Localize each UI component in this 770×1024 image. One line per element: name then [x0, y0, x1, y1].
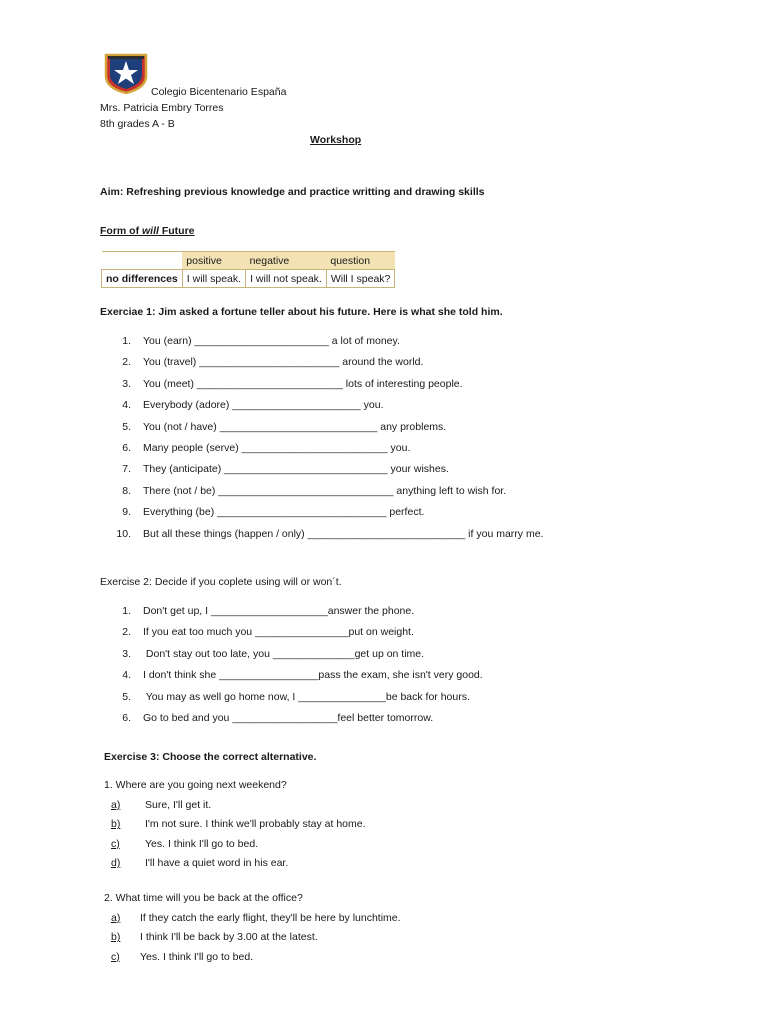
table-cell-positive: I will speak. — [182, 270, 245, 288]
teacher-name: Mrs. Patricia Embry Torres — [100, 102, 224, 114]
list-item: You (not / have) ___________________________ any problems. — [143, 420, 447, 433]
list-item-number: 3. — [122, 377, 131, 390]
option-letter: b) — [111, 818, 121, 831]
school-name: Colegio Bicentenario España — [151, 86, 287, 98]
table-header-negative: negative — [246, 252, 327, 270]
list-item: Don't stay out too late, you ______________get up on time. — [143, 647, 425, 660]
question-text: 1. Where are you going next weekend? — [104, 779, 287, 791]
option-letter: a) — [111, 912, 121, 924]
list-item: Don't get up, I ____________________answer the phone. — [143, 605, 415, 617]
option-letter: b) — [111, 931, 121, 944]
list-item-number: 6. — [122, 712, 131, 724]
list-item: If you eat too much you ________________put on weight. — [143, 626, 414, 639]
option-letter: c) — [111, 837, 120, 850]
exercise1-title: Exerciae 1: Jim asked a fortune teller about his future. Here is what she told him. — [100, 306, 503, 318]
table-header-positive: positive — [182, 252, 245, 270]
option-text: I think I'll be back by 3.00 at the latest. — [140, 931, 318, 944]
list-item: You (meet) _________________________ lots of interesting people. — [143, 377, 463, 390]
list-item-number: 1. — [122, 335, 131, 347]
table-header-blank — [102, 252, 183, 270]
form-heading-suffix: Future — [158, 225, 195, 237]
list-item: You may as well go home now, I _______________be back for hours. — [143, 690, 470, 703]
list-item: Everybody (adore) ______________________ you. — [143, 399, 384, 412]
list-item-number: 9. — [122, 506, 131, 519]
form-heading-prefix: Form of — [100, 225, 142, 237]
list-item: Many people (serve) _________________________ you. — [143, 442, 411, 454]
list-item-number: 7. — [122, 463, 131, 476]
school-crest-logo — [103, 52, 149, 94]
list-item: Everything (be) _____________________________ perfect. — [143, 506, 425, 519]
exercise3-title: Exercise 3: Choose the correct alternative. — [104, 751, 317, 763]
list-item-number: 10. — [116, 527, 131, 540]
list-item: I don't think she _________________pass the exam, she isn't very good. — [143, 669, 483, 682]
grade-level: 8th grades A - B — [100, 118, 175, 130]
list-item: You (earn) _______________________ a lot of money. — [143, 335, 400, 347]
list-item: You (travel) ________________________ around the world. — [143, 356, 424, 369]
list-item: They (anticipate) ____________________________ your wishes. — [143, 463, 449, 476]
list-item-number: 5. — [122, 690, 131, 703]
aim-statement: Aim: Refreshing previous knowledge and practice writting and drawing skills — [100, 186, 485, 198]
list-item-number: 3. — [122, 647, 131, 660]
table-header-question: question — [326, 252, 395, 270]
list-item-number: 2. — [122, 626, 131, 639]
table-header-row — [102, 252, 395, 270]
option-letter: d) — [111, 857, 121, 870]
list-item-number: 8. — [122, 484, 131, 497]
list-item: But all these things (happen / only) ___________________________ if you marry me. — [143, 527, 544, 540]
form-heading-emphasis: will — [142, 225, 159, 237]
will-future-table — [101, 251, 395, 288]
question-text: 2. What time will you be back at the office? — [104, 892, 303, 904]
option-text: Yes. I think I'll go to bed. — [145, 837, 259, 850]
page-title: Workshop — [310, 134, 362, 146]
option-text: I'm not sure. I think we'll probably stay at home. — [145, 818, 366, 831]
list-item: Go to bed and you __________________feel better tomorrow. — [143, 712, 434, 724]
list-item-number: 4. — [122, 669, 131, 682]
form-heading — [100, 225, 195, 237]
list-item: There (not / be) ______________________________ anything left to wish for. — [143, 484, 507, 497]
list-item-number: 2. — [122, 356, 131, 369]
option-text: Yes. I think I'll go to bed. — [140, 950, 254, 963]
list-item-number: 1. — [122, 605, 131, 617]
exercise2-title: Exercise 2: Decide if you coplete using will or won´t. — [100, 576, 342, 588]
option-letter: c) — [111, 950, 120, 963]
table-cell-negative: I will not speak. — [246, 270, 327, 288]
option-text: If they catch the early flight, they'll be here by lunchtime. — [140, 912, 401, 924]
list-item-number: 5. — [122, 420, 131, 433]
option-letter: a) — [111, 799, 121, 811]
option-text: Sure, I'll get it. — [145, 799, 212, 811]
table-row-label: no differences — [102, 270, 183, 288]
option-text: I'll have a quiet word in his ear. — [145, 857, 289, 870]
table-row — [102, 270, 395, 288]
list-item-number: 4. — [122, 399, 131, 412]
table-cell-question: Will I speak? — [326, 270, 395, 288]
list-item-number: 6. — [122, 442, 131, 454]
